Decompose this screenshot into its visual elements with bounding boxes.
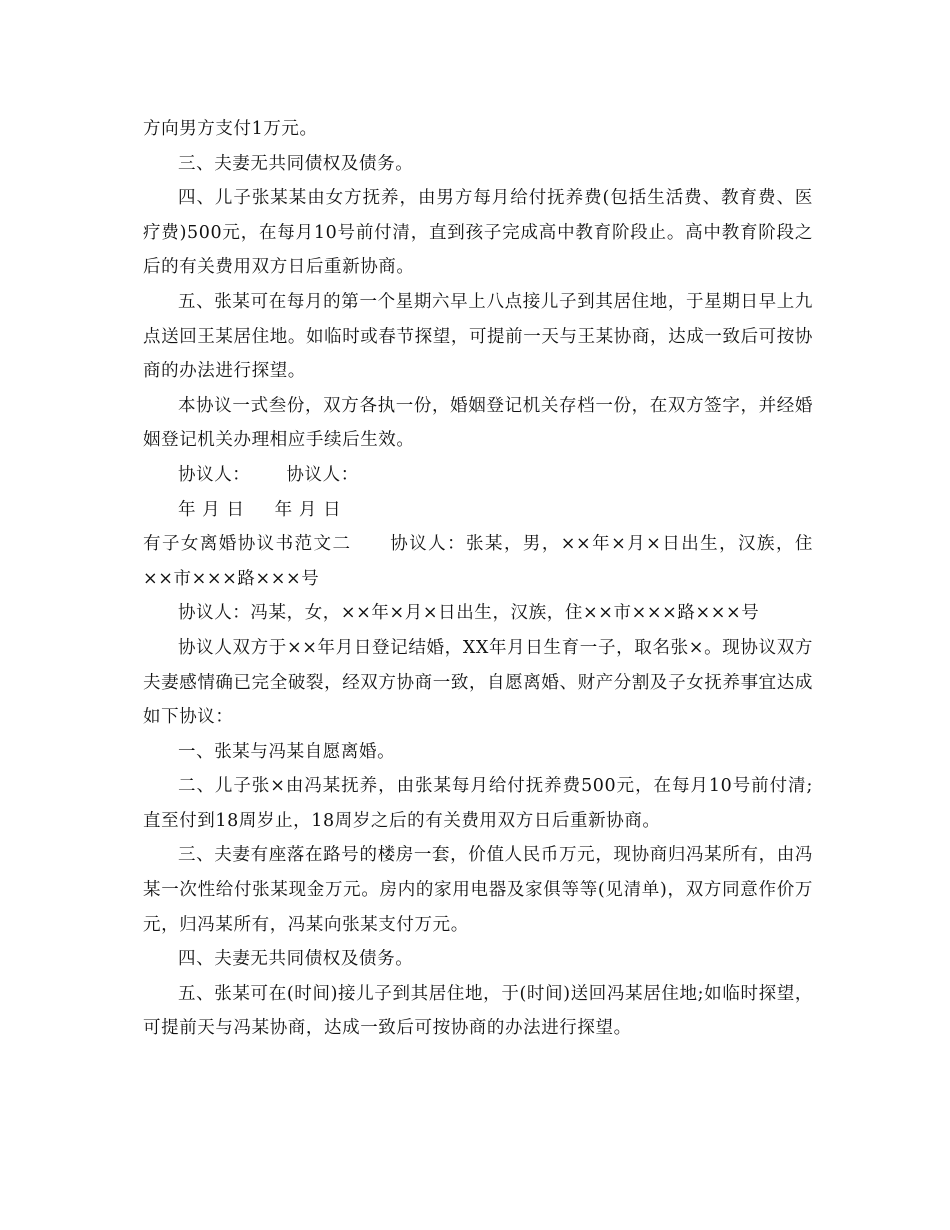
paragraph-5: 本协议一式叁份，双方各执一份，婚姻登记机关存档一份，在双方签字，并经婚姻登记机关办理相应手续后生效。	[143, 395, 813, 451]
signature-label-b: 协议人：	[286, 464, 359, 485]
section2-paragraph-3: 二、儿子张×由冯某抚养，由张某每月给付抚养费500元，在每月10号前付清;直至付到18周岁止，18周岁之后的有关费用双方日后重新协商。	[143, 776, 813, 831]
section2-paragraph-1: 协议人双方于××年月日登记结婚，XX年月日生育一子，取名张×。现协议双方夫妻感情确已完全破裂，经双方协商一致，自愿离婚、财产分割及子女抚养事宜达成如下协议：	[143, 637, 813, 728]
paragraph-1: 方向男方支付1万元。	[143, 119, 318, 139]
paragraph-4: 五、张某可在每月的第一个星期六早上八点接儿子到其居住地，于星期日早上九点送回王某居住地。如临时或春节探望，可提前一天与王某协商，达成一致后可按协商的办法进行探望。	[143, 291, 813, 382]
paragraph-3: 四、儿子张某某由女方抚养，由男方每月给付抚养费(包括生活费、教育费、医疗费)500元，在每月10号前付清，直到孩子完成高中教育阶段止。高中教育阶段之后的有关费用双方日后重新协商。	[143, 188, 813, 278]
signature-label-a: 协议人：	[178, 464, 251, 485]
document-page	[143, 112, 813, 1046]
signature-labels	[143, 458, 813, 493]
signature-date-b: 年 月 日	[274, 499, 342, 520]
signature-date-a: 年 月 日	[178, 499, 245, 520]
section2-paragraph-5: 四、夫妻无共同债权及债务。	[178, 949, 414, 970]
party-b-info: 协议人：冯某，女，××年×月×日出生，汉族，住××市×××路×××号	[178, 603, 760, 624]
section2-heading-line	[143, 527, 813, 596]
signature-dates	[143, 493, 813, 528]
section2-paragraph-4: 三、夫妻有座落在路号的楼房一套，价值人民币万元，现协商归冯某所有，由冯某一次性给付张某现金万元。房内的家用电器及家俱等等(见清单)，双方同意作价万元，归冯某所有，冯某向张某支付万元。	[143, 845, 813, 935]
section2-title: 有子女离婚协议书范文二	[143, 534, 352, 555]
section2-paragraph-6: 五、张某可在(时间)接儿子到其居住地，于(时间)送回冯某居住地;如临时探望，可提前天与冯某协商，达成一致后可按协商的办法进行探望。	[143, 983, 813, 1039]
paragraph-2: 三、夫妻无共同债权及债务。	[178, 153, 414, 174]
party-a-info: 协议人：张某，男，××年×月×日出生，汉族，住××市×××路×××号	[143, 534, 813, 589]
section2-paragraph-2: 一、张某与冯某自愿离婚。	[178, 741, 396, 762]
